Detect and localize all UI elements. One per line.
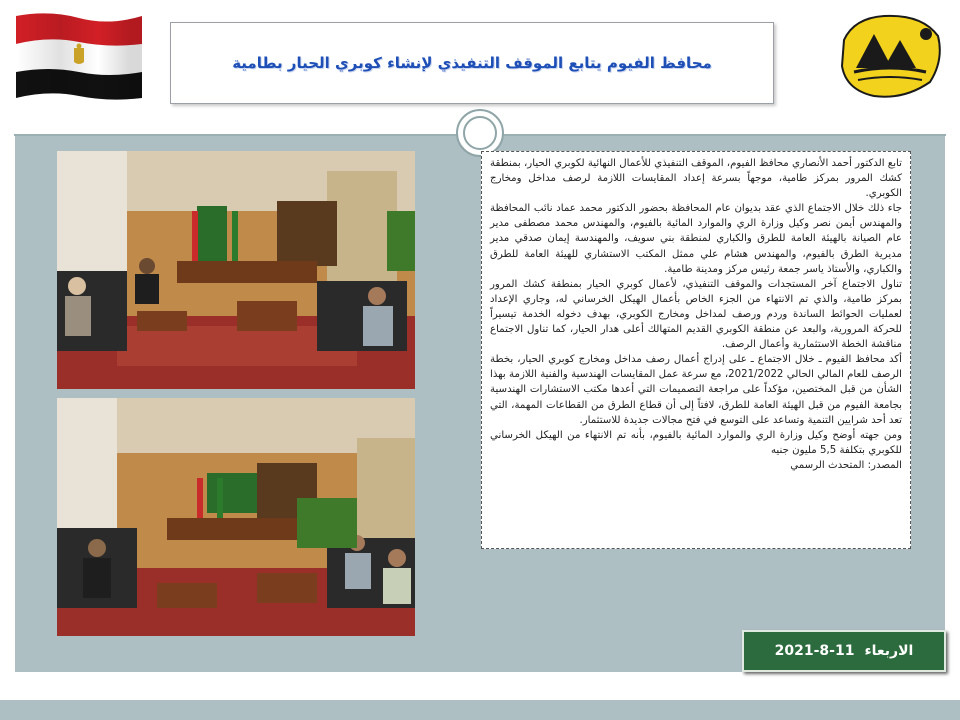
date-badge bbox=[742, 630, 946, 672]
page-title: محافظ الفيوم يتابع الموقف التنفيذي لإنشاء كوبري الحيار بطامية bbox=[232, 54, 712, 72]
article-source: المصدر: المتحدث الرسمي bbox=[790, 459, 902, 471]
governorate-logo bbox=[834, 10, 946, 102]
day-name: الاربعاء bbox=[864, 643, 914, 659]
article-paragraph: جاء ذلك خلال الاجتماع الذي عقد بديوان عام المحافظة بحضور الدكتور محمد عماد نائب المحافظة والمهندس أيمن نصر وكيل وزارة الري والموارد المائية بالفيوم، والمهندس محمد مصطفى مدير عام الصيانة بالهيئة العامة للطرق والكباري لمنطقة بني سويف، والمهندسة إيمان صدقي مدير مديرية الطرق بالفيوم، والمهندس هشام علي ممثل المكتب الاستشاري للهيئة العامة للطرق والكباري، والأستاذ ياسر جمعة رئيس مركز ومدينة طامية. bbox=[490, 203, 902, 275]
meeting-photo-1 bbox=[57, 151, 415, 389]
egypt-flag bbox=[14, 10, 144, 102]
title-box bbox=[170, 22, 774, 104]
article-text bbox=[481, 151, 911, 549]
footer-bar bbox=[0, 700, 960, 720]
article-paragraph: ومن جهته أوضح وكيل وزارة الري والموارد المائية بالفيوم، بأنه تم الانتهاء من الهيكل الخرساني للكوبري بتكلفة 5,5 مليون جنيه bbox=[490, 429, 902, 456]
article-paragraph: تناول الاجتماع آخر المستجدات والموقف التنفيذي، لأعمال كوبري الحيار بمنطقة كشك المرور بمركز طامية، والذي تم الانتهاء من الجزء الخاص بأعمال الهيكل الخرساني له، وجاري الإعداد لعمليات الحوائط الساندة وردم ورصف لمداخل ومخارج الكوبري، بهدف دخوله الخدمة تيسيراً للحركة المرورية، والبعد عن منطقة الكوبري القديم المتهالك أعلى هدار الحيار، كما تناول الاجتماع مناقشة الخطة الاستثمارية وأعمال الرصف. bbox=[490, 278, 902, 351]
article-paragraph: أكد محافظ الفيوم ـ خلال الاجتماع ـ على إدراج أعمال رصف مداخل ومخارج كوبري الحيار، بخطة الرصف للعام المالي الحالي 2021/2022، مع سرعة عمل المقايسات الهندسية والفنية اللازمة بهذا الشأن من قبل المختصين، مؤكداً على مراجعة التصميمات التي أعدها مكتب الاستشارات الهندسية بجامعة الفيوم من قبل الهيئة العامة للطرق، لافتاً إلى أن قطاع الطرق من القطاعات المهمة، التي تعد أحد شرايين التنمية وتساعد على التوسع في فتح مجالات جديدة للاستثمار. bbox=[490, 354, 902, 426]
date-value: 2021-8-11 bbox=[774, 643, 855, 659]
article-paragraph: تابع الدكتور أحمد الأنصاري محافظ الفيوم، الموقف التنفيذي للأعمال النهائية لكوبري الحيار، بمنطقة كشك المرور بمركز طامية، موجهاً بسرعة إعداد المقايسات اللازمة لرصف مداخل ومخارج الكوبري. bbox=[490, 158, 902, 200]
meeting-photo-2 bbox=[57, 398, 415, 636]
